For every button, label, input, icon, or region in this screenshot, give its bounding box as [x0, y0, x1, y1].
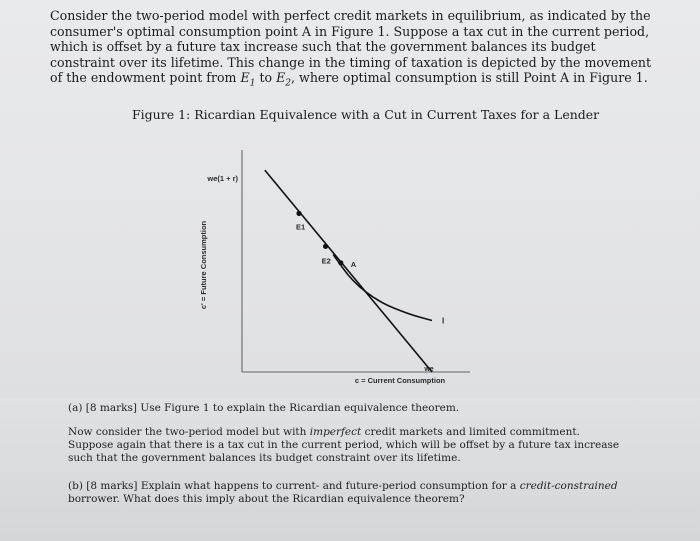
x-axis-label: c = Current Consumption	[354, 376, 446, 385]
budget-constraint-line	[265, 170, 432, 372]
context-italic: imperfect	[309, 426, 362, 438]
indifference-curve	[333, 255, 432, 321]
e1-symbol: $E_1$	[240, 70, 256, 89]
y-intercept-label: we(1 + r)	[207, 174, 238, 183]
e2-symbol: $E_2$	[276, 70, 292, 89]
question-b-marks: [8 marks]	[86, 480, 138, 492]
intro-to: to	[255, 70, 277, 85]
point-label-e1: E1	[296, 222, 306, 232]
point-e1	[296, 211, 301, 216]
indifference-curve-label: I	[442, 316, 445, 326]
question-a-text: Use Figure 1 to explain the Ricardian equivalence theorem.	[140, 402, 460, 414]
question-a	[68, 402, 628, 415]
questions-panel	[0, 398, 700, 541]
question-b-label: (b)	[68, 480, 83, 492]
question-a-label: (a)	[68, 402, 83, 414]
figure-title: Figure 1: Ricardian Equivalence with a Cut in Current Taxes for a Lender	[132, 107, 600, 122]
question-context	[68, 426, 628, 465]
context-text-2: credit markets and limited commitment. Suppose again that there is a tax cut in the current period, which will be offset by a future tax increase such that the government balances its budget constraint over its lifetime.	[68, 426, 620, 464]
question-b	[68, 480, 628, 506]
point-e2	[323, 244, 328, 249]
question-b-text-2: borrower. What does this imply about the Ricardian equivalence theorem?	[68, 493, 465, 505]
x-intercept-label: we	[424, 366, 434, 373]
intro-paragraph	[50, 8, 654, 92]
context-text-1: Now consider the two-period model but with	[68, 426, 310, 438]
question-a-marks: [8 marks]	[85, 402, 137, 414]
intro-text-1: Consider the two-period model with perfect credit markets in equilibrium, as indicated by the consumer's optimal consumption point A in Figure 1. Suppose a tax cut in the current period, which is offset by a future tax increase such that the government balances its budget constraint over its lifetime. This change in the timing of taxation is depicted by the movement of the endowment point from	[50, 8, 652, 85]
intro-text-2: , where optimal consumption is still Point A in Figure 1.	[291, 70, 648, 85]
ricardian-chart	[170, 130, 490, 392]
y-axis-label: c' = Future Consumption	[199, 220, 208, 310]
question-b-text-1: Explain what happens to current- and future-period consumption for a	[140, 480, 520, 492]
point-a	[338, 260, 343, 265]
question-b-italic: credit-constrained	[519, 480, 618, 492]
point-label-e2: E2	[321, 256, 331, 266]
point-label-a: A	[350, 259, 357, 269]
